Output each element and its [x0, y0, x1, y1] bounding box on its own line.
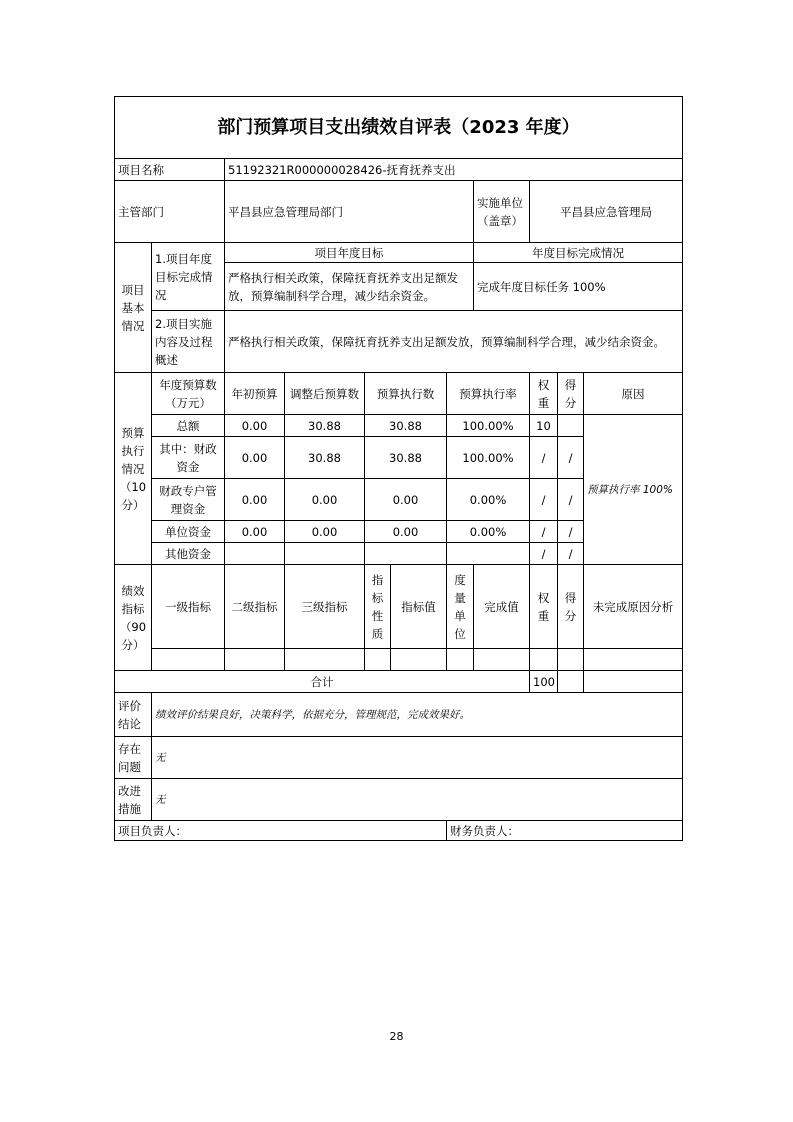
goal-text: 严格执行相关政策，保障抚育抚养支出足额发放，预算编制科学合理，减少结余资金。	[225, 263, 474, 311]
budget-row-score: /	[558, 543, 584, 565]
budget-header: 预算执行数	[365, 373, 447, 415]
dept-label: 主管部门	[115, 181, 225, 243]
dept-value: 平昌县应急管理局部门	[225, 181, 474, 243]
budget-row-weight: 10	[530, 415, 558, 437]
budget-header: 权重	[530, 373, 558, 415]
budget-row-score: /	[558, 521, 584, 543]
perf-header: 未完成原因分析	[584, 565, 683, 649]
budget-row-initial: 0.00	[225, 479, 285, 521]
budget-row-rate: 0.00%	[447, 479, 530, 521]
self-evaluation-form	[114, 96, 683, 841]
budget-row-name: 其中：财政资金	[152, 437, 225, 479]
total-label: 合计	[115, 671, 530, 693]
budget-row	[115, 415, 683, 437]
finance-owner-label: 财务负责人：	[447, 821, 683, 841]
budget-row-score	[558, 415, 584, 437]
budget-row-adjusted: 0.00	[285, 521, 365, 543]
perf-header: 得分	[558, 565, 584, 649]
goal-done-text: 完成年度目标任务 100%	[474, 263, 683, 311]
budget-row-initial: 0.00	[225, 415, 285, 437]
goal-done-head: 年度目标完成情况	[474, 243, 683, 263]
eval-label: 评价结论	[115, 693, 152, 737]
perf-empty-row	[115, 649, 683, 671]
basic-info-label: 项目基本情况	[115, 243, 152, 373]
impl-unit-label: 实施单位（盖章）	[474, 181, 530, 243]
budget-header: 年初预算	[225, 373, 285, 415]
impl-content-text: 严格执行相关政策，保障抚育抚养支出足额发放，预算编制科学合理，减少结余资金。	[225, 311, 683, 373]
perf-header: 二级指标	[225, 565, 285, 649]
perf-header: 度量单位	[447, 565, 474, 649]
budget-row-rate: 100.00%	[447, 415, 530, 437]
budget-row-executed: 0.00	[365, 479, 447, 521]
total-weight: 100	[530, 671, 558, 693]
budget-row-name: 其他资金	[152, 543, 225, 565]
budget-row-initial	[225, 543, 285, 565]
budget-row-rate: 100.00%	[447, 437, 530, 479]
budget-row-name: 财政专户管理资金	[152, 479, 225, 521]
project-name-label: 项目名称	[115, 159, 225, 181]
budget-header: 得分	[558, 373, 584, 415]
impl-unit-value: 平昌县应急管理局	[530, 181, 683, 243]
perf-label: 绩效指标（90 分）	[115, 565, 152, 671]
perf-header: 指标性质	[365, 565, 391, 649]
form-title: 部门预算项目支出绩效自评表（2023 年度）	[115, 97, 683, 159]
goal-label: 1.项目年度目标完成情况	[152, 243, 225, 311]
fix-label: 改进措施	[115, 779, 152, 821]
budget-header: 预算执行率	[447, 373, 530, 415]
budget-row-adjusted: 0.00	[285, 479, 365, 521]
budget-header: 原因	[584, 373, 683, 415]
budget-row-weight: /	[530, 479, 558, 521]
budget-row-name: 单位资金	[152, 521, 225, 543]
budget-row-score: /	[558, 437, 584, 479]
perf-header: 权重	[530, 565, 558, 649]
budget-row-rate: 0.00%	[447, 521, 530, 543]
perf-header: 三级指标	[285, 565, 365, 649]
budget-header: 调整后预算数	[285, 373, 365, 415]
budget-header: 年度预算数（万元）	[152, 373, 225, 415]
budget-row-rate	[447, 543, 530, 565]
budget-row-executed: 30.88	[365, 437, 447, 479]
budget-reason: 预算执行率 100%	[584, 415, 683, 565]
budget-row-weight: /	[530, 437, 558, 479]
budget-row-adjusted: 30.88	[285, 415, 365, 437]
budget-row-executed: 30.88	[365, 415, 447, 437]
budget-row-adjusted: 30.88	[285, 437, 365, 479]
page-number: 28	[389, 1030, 404, 1043]
budget-row-executed	[365, 543, 447, 565]
perf-header: 一级指标	[152, 565, 225, 649]
budget-row-initial: 0.00	[225, 437, 285, 479]
budget-row-executed: 0.00	[365, 521, 447, 543]
budget-row-adjusted	[285, 543, 365, 565]
fix-text: 无	[152, 779, 683, 821]
budget-label: 预算执行情况（10 分）	[115, 373, 152, 565]
eval-text: 绩效评价结果良好，决策科学，依据充分，管理规范，完成效果好。	[152, 693, 683, 737]
project-owner-label: 项目负责人：	[115, 821, 447, 841]
project-name-value: 51192321R000000028426-抚育抚养支出	[225, 159, 683, 181]
issue-text: 无	[152, 737, 683, 779]
budget-row-weight: /	[530, 521, 558, 543]
perf-header: 指标值	[391, 565, 447, 649]
budget-row-score: /	[558, 479, 584, 521]
impl-content-label: 2.项目实施内容及过程概述	[152, 311, 225, 373]
budget-row-name: 总额	[152, 415, 225, 437]
goal-head: 项目年度目标	[225, 243, 474, 263]
budget-row-initial: 0.00	[225, 521, 285, 543]
perf-header: 完成值	[474, 565, 530, 649]
issue-label: 存在问题	[115, 737, 152, 779]
budget-row-weight: /	[530, 543, 558, 565]
